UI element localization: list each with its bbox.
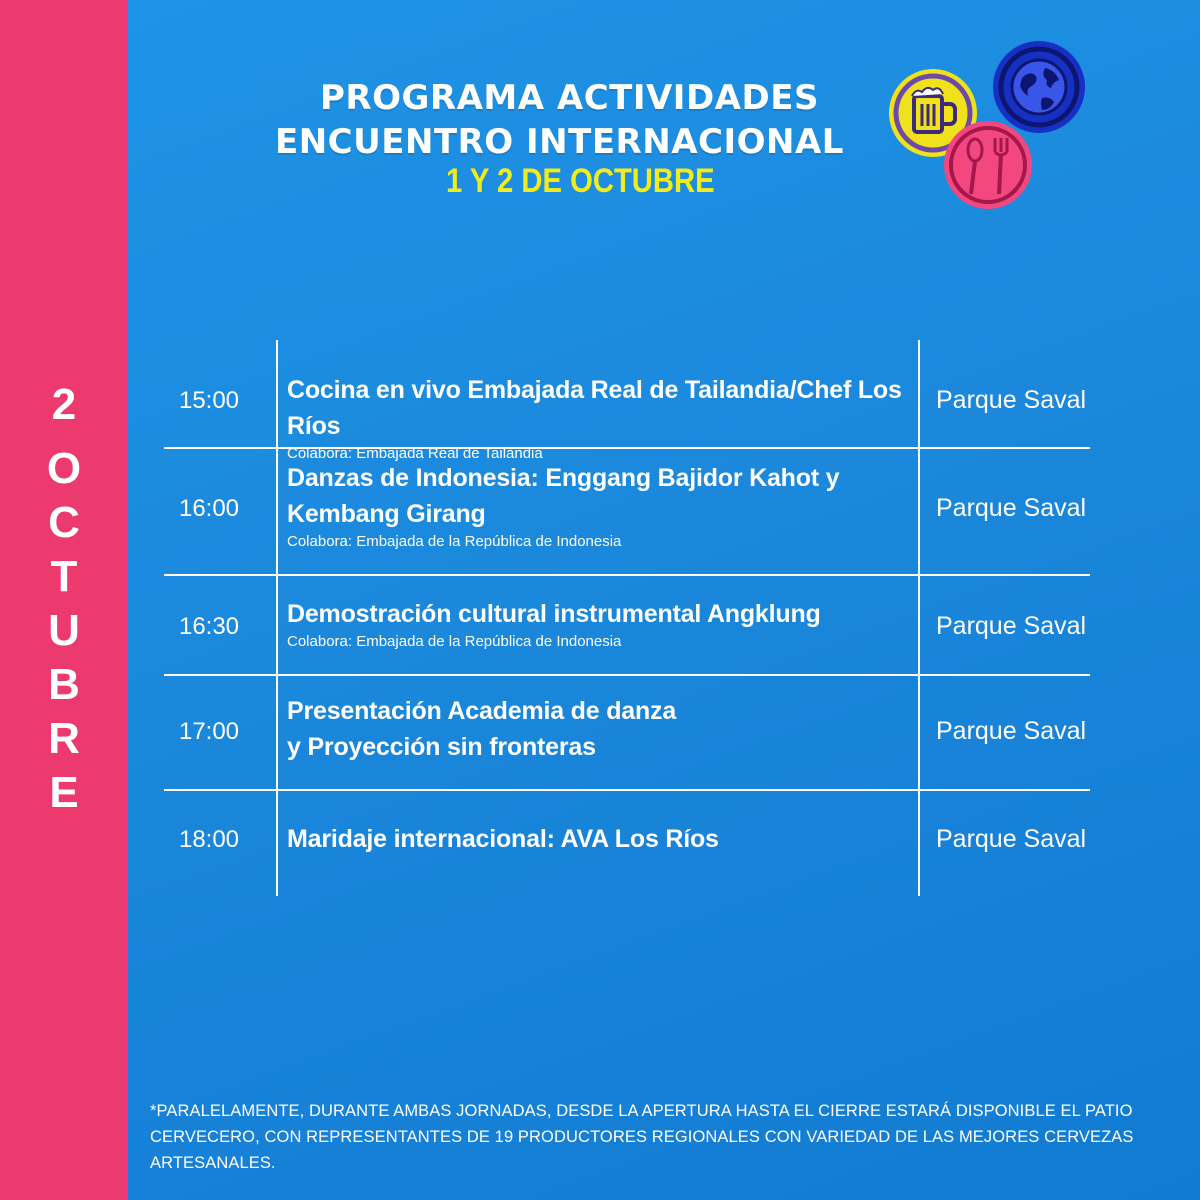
title-dates: 1 Y 2 DE OCTUBRE <box>446 162 715 200</box>
side-day: 2 <box>51 380 77 429</box>
activity-collab: Colabora: Embajada de la República de Indonesia <box>287 533 622 550</box>
activity-title: Maridaje internacional: AVA Los Ríos <box>287 825 719 853</box>
side-month-letter: C <box>48 498 80 547</box>
title-line-2: ENCUENTRO INTERNACIONAL <box>275 122 844 162</box>
schedule-table <box>164 340 1090 896</box>
row-activity <box>287 460 847 552</box>
table-row <box>164 675 1090 789</box>
side-band <box>0 0 128 1200</box>
activity-title: Demostración cultural instrumental Angklung <box>287 600 821 628</box>
activity-collab: Colabora: Embajada de la República de Indonesia <box>287 633 622 650</box>
row-place: Parque Saval <box>936 825 1087 853</box>
row-activity <box>287 821 917 857</box>
fork-knife-icon <box>941 118 1035 212</box>
table-row <box>164 790 1090 896</box>
row-time: 16:00 <box>178 495 240 522</box>
table-row <box>164 575 1090 674</box>
row-time: 16:30 <box>178 613 240 640</box>
activity-title: Presentación Academia de danza y Proyección sin fronteras <box>287 697 677 761</box>
side-month-letter: O <box>46 444 82 493</box>
row-place: Parque Saval <box>936 717 1087 745</box>
title-line-1: PROGRAMA ACTIVIDADES <box>320 78 819 118</box>
side-month-letter: U <box>48 606 80 655</box>
activity-collab: Colabora: Embajada Real de Tailandia <box>287 445 543 462</box>
side-month-letter: R <box>48 714 80 763</box>
row-place: Parque Saval <box>936 494 1087 522</box>
side-month-letter: E <box>49 768 79 817</box>
table-row <box>164 448 1090 574</box>
row-time: 17:00 <box>178 718 240 745</box>
table-row <box>164 340 1090 462</box>
row-activity <box>287 693 687 765</box>
footnote: *PARALELAMENTE, DURANTE AMBAS JORNADAS, DESDE LA APERTURA HASTA EL CIERRE ESTARÁ DISPONIBLE EL PATIO CERVECERO, CON REPRESENTANTES DE 19 PRODUCTORES REGIONALES CON VARIEDAD DE LAS MEJORES CERVEZAS ARTESANALES. <box>150 1102 1134 1172</box>
row-place: Parque Saval <box>936 612 1087 640</box>
side-month-letter: T <box>50 552 78 601</box>
row-time: 15:00 <box>178 387 240 414</box>
side-date <box>0 378 128 820</box>
activity-title: Danzas de Indonesia: Enggang Bajidor Kahot y Kembang Girang <box>287 464 840 528</box>
row-time: 18:00 <box>178 826 240 853</box>
side-month-letter: B <box>48 660 80 709</box>
row-activity <box>287 596 917 652</box>
activity-title: Cocina en vivo Embajada Real de Tailandia/Chef Los Ríos <box>287 376 902 440</box>
row-place: Parque Saval <box>936 386 1087 414</box>
